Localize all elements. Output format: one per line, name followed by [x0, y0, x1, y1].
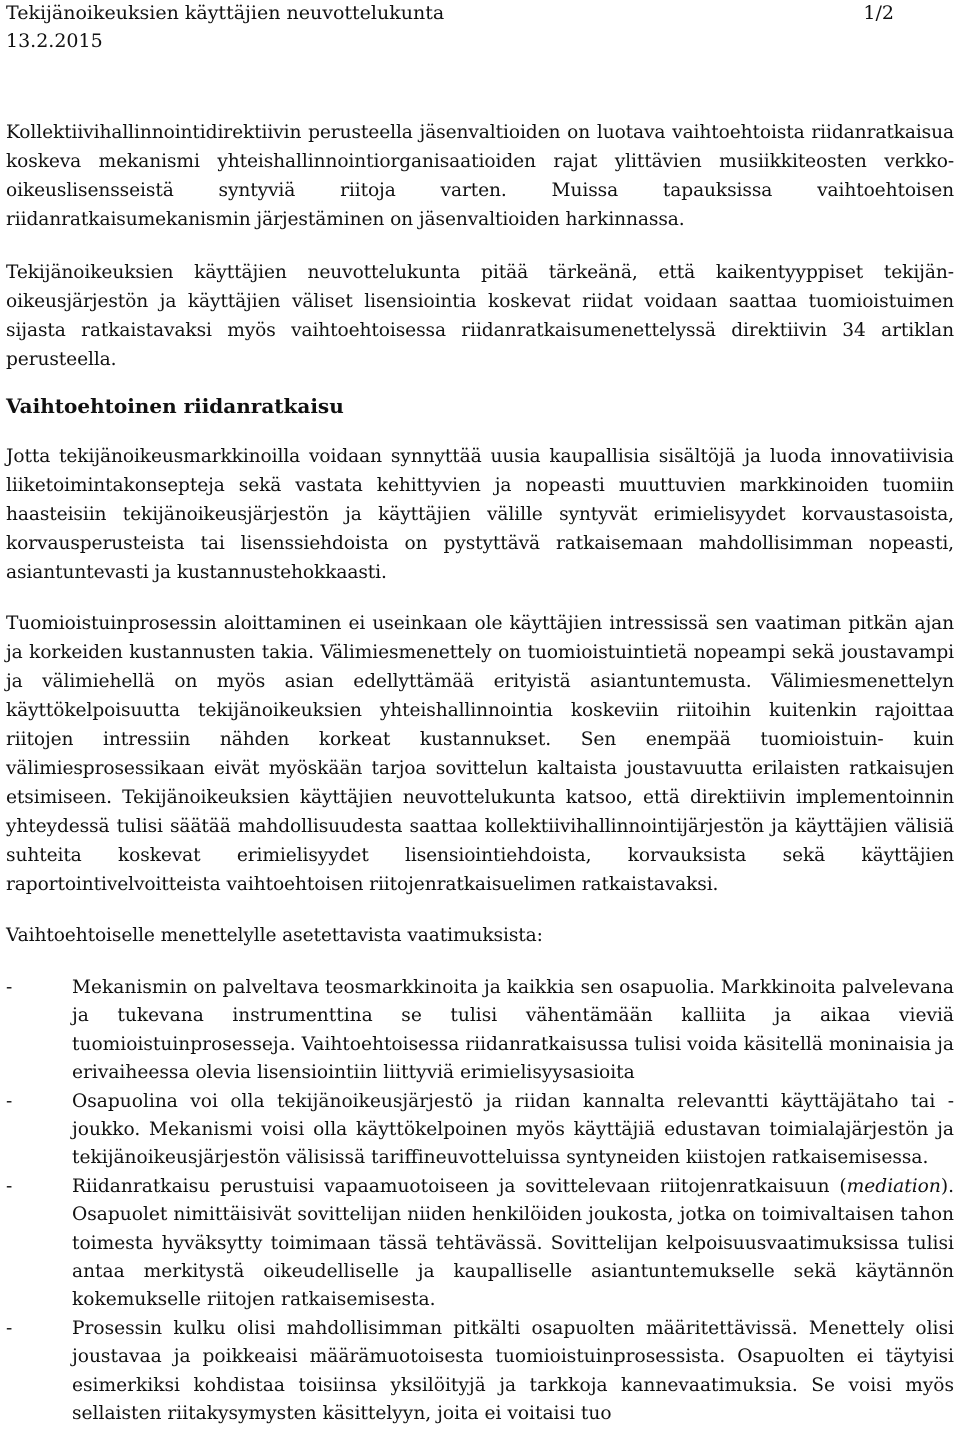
- list-item-text: [72, 1173, 954, 1315]
- list-item: [6, 974, 954, 1088]
- page-number: 1/2: [863, 2, 894, 24]
- list-item: [6, 1315, 954, 1429]
- list-dash: -: [6, 977, 13, 998]
- section-heading: Vaihtoehtoinen riidanratkaisu: [6, 394, 344, 418]
- list-dash: -: [6, 1175, 13, 1197]
- section-paragraph-2: Tuomioistuinprosessin aloittaminen ei useinkaan ole käyttäjien intressissä sen vaatiman pitkän ajan ja korkeiden kustannusten takia. Välimiesmenettely on tuomioistuintietä nopeampi sekä joustavampi ja välimiehellä on myös asian edellyttämää erityistä asiantuntemusta. Välimiesmenettelyn käyttökelpoisuutta tekijänoikeuksien yhteishallinnointia koskeviin riitoihin kuitenkin rajoittaa riitojen intressiin nähden korkeat kustannukset. Sen enempää tuomioistuin- kuin välimiesprosessikaan eivät myöskään tarjoa sovittelun kaltaista joustavuutta erilaisten ratkaisujen etsimiseen. Tekijänoikeuksien käyttäjien neuvottelukunta katsoo, että direktiivin implementoinnin yhteydessä tulisi säätää mahdollisuudesta saattaa kollektiivihallinnointijärjestön ja käyttäjien välisiä suhteita koskevat erimielisyydet lisensiointiehdoista, korvauksista sekä käyttäjien raportointivelvoitteista vaihtoehtoisen riitojenratkaisuelimen ratkaistavaksi.: [6, 613, 954, 895]
- italic-term: mediation: [846, 1175, 941, 1197]
- document-header: [6, 0, 954, 28]
- document-page: [6, 0, 954, 1429]
- requirements-list: [6, 974, 954, 1429]
- list-item-text: Osapuolina voi olla tekijänoikeusjärjestö ja riidan kannalta relevantti käyttäjätaho tai -joukko. Mekanismi voisi olla käyttökelpoinen myös käyttäjiä edustavan toimialajärjestön ja tekijänoikeusjärjestön välisissä tariffineuvotteluissa syntyneiden kiistojen ratkaisemisessa.: [72, 1090, 954, 1169]
- list-item-text: Prosessin kulku olisi mahdollisimman pitkälti osapuolten määritettävissä. Menettely olisi joustavaa ja poikkeaisi määrämuotoisesta tuomioistuinprosessista. Osapuolten ei täytyisi esimerkiksi kohdistaa toisiinsa yksilöityjä ja tarkkoja kannevaatimuksia. Se voisi myös sellaisten riitakysymysten käsittelyyn, joita ei voitaisi tuo: [72, 1317, 954, 1425]
- list-item: [6, 1173, 954, 1315]
- intro-paragraph-2: Tekijänoikeuksien käyttäjien neuvottelukunta pitää tärkeänä, että kaikentyyppiset tekijänoikeusjärjestön ja käyttäjien väliset lisensiointia koskevat riidat voidaan saattaa tuomioistuimen sijasta ratkaistavaksi myös vaihtoehtoisessa riidanratkaisumenettelyssä direktiivin 34 artiklan perusteella.: [6, 262, 954, 370]
- organization-name: Tekijänoikeuksien käyttäjien neuvottelukunta: [6, 2, 445, 24]
- list-dash: -: [6, 1090, 13, 1112]
- list-item-text-end: ). Osapuolet nimittäisivät sovittelijan niiden henkilöiden joukosta, jotka on toimivaltaisen tahon toimesta hyväksytty toimimaan tässä tehtävässä. Sovittelijan kelpoisuusvaatimuksissa tulisi antaa merkitystä oikeudelliselle ja kaupalliselle asiantuntemukselle sekä käytännön kokemukselle riitojen ratkaisemisesta.: [72, 1175, 954, 1311]
- intro-paragraph-1: Kollektiivihallinnointidirektiivin perusteella jäsenvaltioiden on luotava vaihtoehtoista riidanratkaisua koskeva mekanismi yhteishallinnointiorganisaatioiden rajat ylittävien musiikkiteosten verkko-oikeuslisensseistä syntyviä riitoja varten. Muissa tapauksissa vaihtoehtoisen riidanratkaisumekanismin järjestäminen on jäsenvaltioiden harkinnassa.: [6, 122, 954, 230]
- document-date: 13.2.2015: [6, 30, 103, 52]
- list-item-text-start: Riidanratkaisu perustuisi vapaamuotoiseen ja sovittelevaan riitojenratkaisuun (: [72, 1175, 847, 1197]
- list-dash: -: [6, 1317, 13, 1339]
- list-item: [6, 1088, 954, 1173]
- list-item-text: Mekanismin on palveltava teosmarkkinoita ja kaikkia sen osapuolia. Markkinoita palvelevana ja tukevana instrumenttina se tulisi vähentämään kalliita ja aikaa vieviä tuomioistuinprosesseja. Vaihtoehtoisessa riidanratkaisussa tulisi voida käsitellä moninaisia ja erivaiheessa olevia lisensiointiin liittyviä erimielisyysasioita: [72, 977, 954, 1084]
- requirements-intro: Vaihtoehtoiselle menettelylle asetettavista vaatimuksista:: [6, 925, 543, 946]
- section-paragraph-1: Jotta tekijänoikeusmarkkinoilla voidaan synnyttää uusia kaupallisia sisältöjä ja luoda innovatiivisia liiketoimintakonsepteja sekä vastata kehittyvien ja nopeasti muuttuvien markkinoiden tuomiin haasteisiin tekijänoikeusjärjestön ja käyttäjien välille syntyvät erimielisyydet korvaustasoista, korvausperusteista tai lisenssiehdoista on pystyttävä ratkaisemaan mahdollisimman nopeasti, asiantuntevasti ja kustannustehokkaasti.: [6, 446, 954, 583]
